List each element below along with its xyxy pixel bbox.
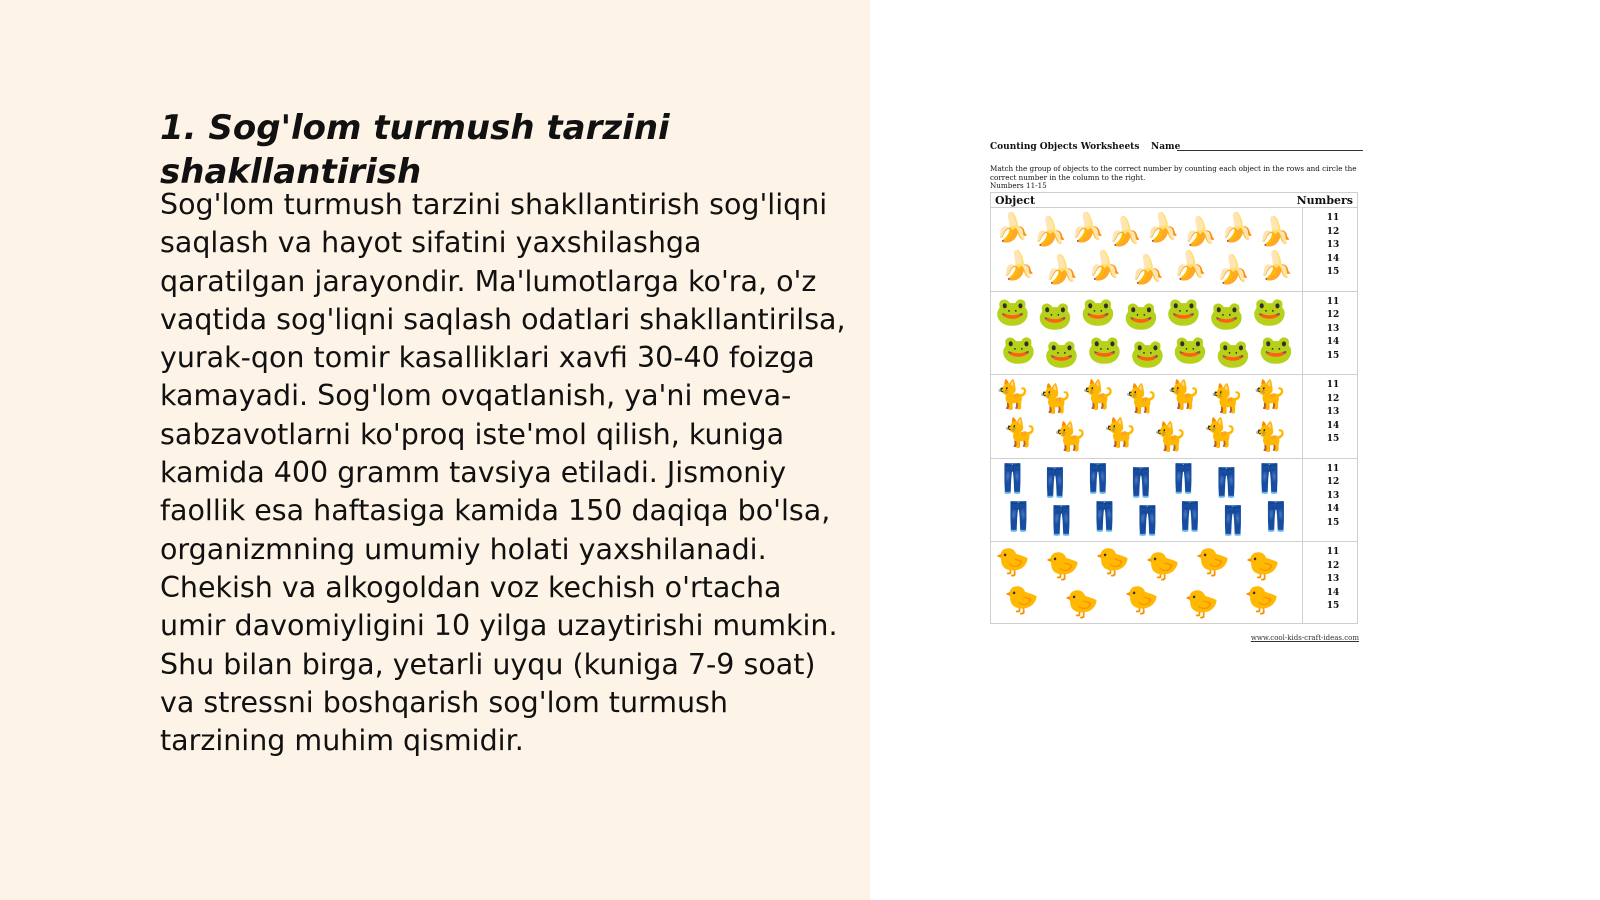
frog-icon: 🐸 <box>1258 332 1294 366</box>
trousers-icon: 👖 <box>1001 499 1037 533</box>
number-choice: 13 <box>1326 323 1340 334</box>
number-choice: 13 <box>1326 490 1340 501</box>
number-choices <box>1313 546 1353 614</box>
trousers-icon: 👖 <box>1123 465 1159 499</box>
worksheet-subheading: Numbers 11-15 <box>990 181 1047 190</box>
trousers-icon: 👖 <box>1252 461 1288 495</box>
frog-icon: 🐸 <box>1130 336 1165 370</box>
worksheet-name-label: Name <box>1151 142 1181 152</box>
trousers-icon: 👖 <box>1258 499 1294 533</box>
duckling-icon: 🐤 <box>995 545 1030 578</box>
banana-icon: 🍌 <box>995 211 1030 244</box>
trousers-icon: 👖 <box>1037 465 1073 499</box>
worksheet-row-trousers <box>991 458 1357 545</box>
cat-icon: 🐈 <box>1102 416 1138 449</box>
trousers-icon: 👖 <box>1166 461 1202 495</box>
number-choice: 12 <box>1326 310 1340 321</box>
number-choices <box>1313 379 1353 447</box>
number-choice: 13 <box>1326 240 1340 251</box>
trousers-icon: 👖 <box>1209 465 1245 499</box>
cat-icon: 🐈 <box>1209 382 1245 415</box>
banana-icon: 🍌 <box>1257 215 1293 248</box>
frog-icon: 🐸 <box>1172 332 1208 366</box>
worksheet-name-line <box>1177 150 1363 151</box>
frog-icon: 🐸 <box>1080 294 1116 328</box>
frog-icon: 🐸 <box>1037 298 1073 332</box>
frog-icon: 🐸 <box>995 294 1030 328</box>
duckling-icon: 🐤 <box>1195 545 1230 578</box>
banana-icon: 🍌 <box>1070 211 1105 244</box>
number-choice: 14 <box>1326 420 1340 431</box>
banana-icon: 🍌 <box>1130 253 1165 286</box>
banana-icon: 🍌 <box>1107 215 1143 248</box>
worksheet-row-frog <box>991 291 1357 378</box>
cat-icon: 🐈 <box>1002 416 1038 449</box>
frog-icon: 🐸 <box>1166 294 1202 328</box>
duckling-icon: 🐤 <box>1145 549 1180 582</box>
number-choice: 12 <box>1326 477 1340 488</box>
number-choice: 15 <box>1326 517 1340 528</box>
trousers-icon: 👖 <box>1080 461 1116 495</box>
frog-icon: 🐸 <box>1001 332 1037 366</box>
duckling-icon: 🐤 <box>1245 549 1280 582</box>
cat-icon: 🐈 <box>1152 420 1188 453</box>
cat-icon: 🐈 <box>1123 382 1159 415</box>
trousers-icon: 👖 <box>1044 503 1080 537</box>
slide-body-text: Sog'lom turmush tarzini shakllantirish sog'liqni saqlash va hayot sifatini yaxshilashga qaratilgan jarayondir. Ma'lumotlarga ko'ra, o'z vaqtida sog'liqni saqlash odatlari shakllantirilsa, yurak-qon tomir kasalliklari xavfi 30-40 foizga kamayadi. Sog'lom ovqatlanish, ya'ni meva-sabzavotlarni ko'proq iste'mol qilish, kuniga kamida 400 gramm tavsiya etiladi. Jismoniy faollik esa haftasiga kamida 150 daqiqa bo'lsa, organizmning umumiy holati yaxshilanadi. Chekish va alkogoldan voz kechish o'rtacha umir davomiyligini 10 yilga uzaytirishi mumkin. Shu bilan birga, yetarli uyqu (kuniga 7-9 soat) va stressni boshqarish sog'lom turmush tarzining muhim qismidir. <box>160 188 846 758</box>
cat-icon: 🐈 <box>1252 378 1288 411</box>
banana-icon: 🍌 <box>1258 249 1294 282</box>
column-header-numbers: Numbers <box>1296 194 1353 207</box>
number-choice: 11 <box>1326 296 1340 307</box>
number-choice: 14 <box>1326 337 1340 348</box>
banana-icon: 🍌 <box>1044 253 1080 286</box>
number-choice: 14 <box>1326 504 1340 515</box>
banana-icon: 🍌 <box>1001 249 1037 282</box>
frog-icon: 🐸 <box>1087 332 1123 366</box>
cat-icon: 🐈 <box>1080 378 1116 411</box>
trousers-icon: 👖 <box>1215 503 1251 537</box>
number-choice: 14 <box>1326 253 1340 264</box>
trousers-icon: 👖 <box>1130 503 1165 537</box>
trousers-icon: 👖 <box>995 461 1030 495</box>
duckling-icon: 🐤 <box>1064 587 1099 620</box>
number-choice: 12 <box>1326 560 1340 571</box>
frog-icon: 🐸 <box>1123 298 1159 332</box>
number-choice: 11 <box>1326 213 1340 223</box>
number-choice: 14 <box>1326 587 1340 598</box>
cat-icon: 🐈 <box>1202 416 1238 449</box>
number-choice: 15 <box>1326 350 1340 361</box>
number-choice: 13 <box>1326 574 1340 585</box>
duckling-icon: 🐤 <box>1184 587 1219 620</box>
object-cell <box>991 208 1302 294</box>
number-choice: 15 <box>1326 267 1340 278</box>
trousers-icon: 👖 <box>1087 499 1123 533</box>
worksheet-row-duckling <box>991 541 1357 628</box>
banana-icon: 🍌 <box>1182 215 1218 248</box>
number-choice: 11 <box>1326 463 1340 474</box>
object-cell <box>991 292 1302 378</box>
number-choice: 15 <box>1326 601 1340 612</box>
worksheet-instructions: Match the group of objects to the correct number by counting each object in the rows and circle the correct number in the column to the right. <box>990 164 1357 182</box>
number-choice: 13 <box>1326 407 1340 418</box>
trousers-icon: 👖 <box>1172 499 1208 533</box>
cat-icon: 🐈 <box>1252 420 1288 453</box>
banana-icon: 🍌 <box>1172 249 1208 282</box>
number-choices <box>1313 212 1353 280</box>
cat-icon: 🐈 <box>1052 420 1088 453</box>
object-cell <box>991 542 1302 628</box>
banana-icon: 🍌 <box>1087 249 1123 282</box>
counting-worksheet-image <box>985 134 1365 644</box>
frog-icon: 🐸 <box>1252 294 1288 328</box>
duckling-icon: 🐤 <box>1124 583 1159 616</box>
frog-icon: 🐸 <box>1209 298 1245 332</box>
cat-icon: 🐈 <box>1037 382 1073 415</box>
cat-icon: 🐈 <box>1166 378 1202 411</box>
banana-icon: 🍌 <box>1215 253 1251 286</box>
frog-icon: 🐸 <box>1044 336 1080 370</box>
worksheet-grid <box>990 192 1358 624</box>
worksheet-row-banana <box>991 207 1357 294</box>
number-choice: 11 <box>1326 380 1340 390</box>
number-choice: 11 <box>1326 547 1340 557</box>
duckling-icon: 🐤 <box>1045 549 1080 582</box>
duckling-icon: 🐤 <box>1244 583 1279 616</box>
cat-icon: 🐈 <box>995 378 1030 411</box>
slide-title: 1. Sog'lom turmush tarzini shakllantirish <box>160 108 670 192</box>
duckling-icon: 🐤 <box>1004 583 1039 616</box>
worksheet-heading: Counting Objects Worksheets <box>990 142 1140 152</box>
number-choices <box>1313 296 1353 364</box>
banana-icon: 🍌 <box>1145 211 1180 244</box>
number-choices <box>1313 463 1353 531</box>
duckling-icon: 🐤 <box>1095 545 1130 578</box>
banana-icon: 🍌 <box>1220 211 1255 244</box>
banana-icon: 🍌 <box>1032 215 1068 248</box>
column-header-object: Object <box>995 194 1036 207</box>
worksheet-footer: www.cool-kids-craft-ideas.com <box>1250 634 1359 642</box>
frog-icon: 🐸 <box>1215 336 1251 370</box>
number-choice: 15 <box>1326 434 1340 445</box>
object-cell <box>991 459 1302 545</box>
object-cell <box>991 375 1302 461</box>
worksheet-row-cat <box>991 374 1357 461</box>
number-choice: 12 <box>1326 226 1340 237</box>
number-choice: 12 <box>1326 393 1340 404</box>
